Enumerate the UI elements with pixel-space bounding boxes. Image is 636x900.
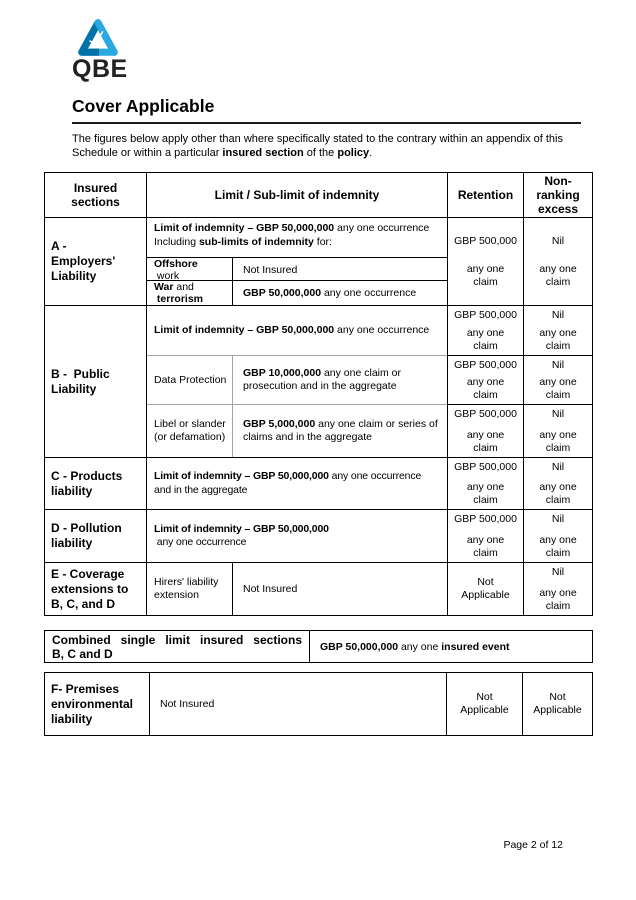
row-d-retention-cell bbox=[448, 510, 524, 562]
retention-amount: GBP 500,000 bbox=[454, 408, 517, 420]
table-row-d-pollution-liability bbox=[45, 510, 592, 563]
excess-basis: any one claim bbox=[539, 429, 577, 454]
table-row-e-coverage-extensions bbox=[45, 563, 592, 615]
retention-basis: any one claim bbox=[466, 481, 505, 506]
header-limit: Limit / Sub-limit of indemnity bbox=[147, 173, 448, 217]
row-b-data-protection-subrow bbox=[147, 356, 447, 405]
row-e-limit-cell bbox=[147, 563, 448, 615]
combined-label bbox=[45, 631, 310, 662]
excess-basis: any one claim bbox=[539, 587, 577, 612]
offshore-work-label: Offshore work bbox=[147, 258, 233, 282]
combined-label-line2: B, C and D bbox=[52, 647, 113, 661]
qbe-logo-text: QBE bbox=[72, 55, 128, 83]
war-terrorism-value: GBP 50,000,000 any one occurrence bbox=[243, 286, 417, 299]
qbe-logo bbox=[72, 18, 128, 81]
row-b-label: B - Public Liability bbox=[45, 306, 147, 457]
row-e-label: E - Coverage extensions to B, C, and D bbox=[45, 563, 147, 615]
premises-environmental-table bbox=[44, 672, 593, 736]
offshore-work-value: Not Insured bbox=[243, 263, 298, 276]
excess-basis: any one claim bbox=[539, 376, 577, 401]
row-a-limit-intro: Limit of indemnity – GBP 50,000,000 any one occurrence Including sub-limits of indemnity for: bbox=[147, 218, 447, 258]
excess-subcell bbox=[524, 306, 592, 356]
table-row-c-products-liability bbox=[45, 458, 592, 510]
qbe-knot-icon bbox=[78, 18, 118, 56]
retention-amount: GBP 500,000 bbox=[454, 461, 517, 473]
row-b-limit-cell bbox=[147, 306, 448, 457]
combined-value: GBP 50,000,000 any one insured event bbox=[320, 640, 510, 653]
retention-subcell bbox=[448, 356, 523, 405]
row-a-retention-cell bbox=[448, 218, 524, 305]
table-header-row bbox=[45, 173, 592, 218]
row-c-label: C - Products liability bbox=[45, 458, 147, 509]
table-row-b-public-liability bbox=[45, 306, 592, 458]
excess-amount: Nil bbox=[551, 235, 565, 247]
row-f-value: Not Insured bbox=[150, 673, 447, 735]
row-b-retention-cell bbox=[448, 306, 524, 457]
page-number: Page 2 of 12 bbox=[503, 839, 563, 851]
row-d-limit-cell: Limit of indemnity – GBP 50,000,000 any one occurrence bbox=[147, 510, 448, 562]
excess-amount: Nil bbox=[551, 566, 565, 578]
libel-slander-label: Libel or slander (or defamation) bbox=[147, 405, 233, 457]
row-a-limit-cell bbox=[147, 218, 448, 305]
row-c-excess-cell bbox=[524, 458, 592, 509]
intro-paragraph: The figures below apply other than where specifically stated to the contrary within an appendix of this Schedule or within a particular insured section of the policy. bbox=[72, 133, 563, 159]
row-b-limit-line: Limit of indemnity – GBP 50,000,000 any one occurrence bbox=[147, 306, 447, 356]
cover-table bbox=[44, 172, 593, 616]
retention-basis: any one claim bbox=[466, 327, 505, 352]
war-terrorism-label: War and terrorism bbox=[147, 281, 233, 305]
row-f-label: F- Premises environmental liability bbox=[45, 673, 150, 735]
row-a-war-subrow bbox=[147, 281, 447, 305]
excess-amount: Nil bbox=[551, 461, 565, 473]
row-e-excess-cell bbox=[524, 563, 592, 615]
row-a-excess-cell bbox=[524, 218, 592, 305]
excess-basis: any one claim bbox=[539, 534, 577, 559]
combined-single-limit-table bbox=[44, 630, 593, 663]
data-protection-value: GBP 10,000,000 any one claim or prosecution and in the aggregate bbox=[243, 366, 402, 392]
row-b-excess-cell bbox=[524, 306, 592, 457]
row-c-retention-cell bbox=[448, 458, 524, 509]
page-title: Cover Applicable bbox=[72, 96, 581, 124]
retention-subcell bbox=[448, 405, 523, 457]
hirers-liability-value: Not Insured bbox=[243, 582, 298, 595]
row-d-label: D - Pollution liability bbox=[45, 510, 147, 562]
hirers-liability-label: Hirers' liability extension bbox=[147, 563, 233, 615]
excess-amount: Nil bbox=[551, 309, 565, 321]
retention-basis: any one claim bbox=[466, 534, 505, 559]
data-protection-label: Data Protection bbox=[147, 356, 233, 404]
retention-amount: GBP 500,000 bbox=[454, 513, 517, 525]
retention-basis: any one claim bbox=[466, 429, 505, 454]
retention-amount: GBP 500,000 bbox=[454, 309, 517, 321]
excess-subcell bbox=[524, 356, 592, 405]
retention-basis: any one claim bbox=[466, 263, 505, 288]
row-f-excess-cell: Not Applicable bbox=[533, 691, 582, 716]
row-b-libel-subrow bbox=[147, 405, 447, 457]
retention-subcell bbox=[448, 306, 523, 356]
header-insured-sections: Insured sections bbox=[45, 173, 147, 217]
libel-slander-value: GBP 5,000,000 any one claim or series of claims and in the aggregate bbox=[243, 417, 438, 443]
row-a-label: A - Employers' Liability bbox=[45, 218, 147, 305]
excess-amount: Nil bbox=[551, 359, 565, 371]
row-e-retention-cell: Not Applicable bbox=[448, 563, 524, 615]
retention-basis: any one claim bbox=[466, 376, 505, 401]
header-non-ranking-excess: Non-ranking excess bbox=[536, 174, 580, 216]
excess-basis: any one claim bbox=[539, 327, 577, 352]
header-retention: Retention bbox=[448, 173, 524, 217]
row-f-retention-cell: Not Applicable bbox=[447, 673, 523, 735]
excess-subcell bbox=[524, 405, 592, 457]
row-a-offshore-subrow bbox=[147, 258, 447, 281]
retention-amount: GBP 500,000 bbox=[454, 359, 517, 371]
excess-amount: Nil bbox=[551, 408, 565, 420]
combined-label-line1: Combined single limit insured sections bbox=[52, 633, 302, 647]
retention-amount: GBP 500,000 bbox=[454, 235, 517, 247]
excess-basis: any one claim bbox=[539, 481, 577, 506]
row-d-excess-cell bbox=[524, 510, 592, 562]
table-row-a-employers-liability bbox=[45, 218, 592, 306]
excess-basis: any one claim bbox=[539, 263, 577, 288]
row-c-limit-cell: Limit of indemnity – GBP 50,000,000 any one occurrence and in the aggregate bbox=[147, 458, 448, 509]
excess-amount: Nil bbox=[551, 513, 565, 525]
